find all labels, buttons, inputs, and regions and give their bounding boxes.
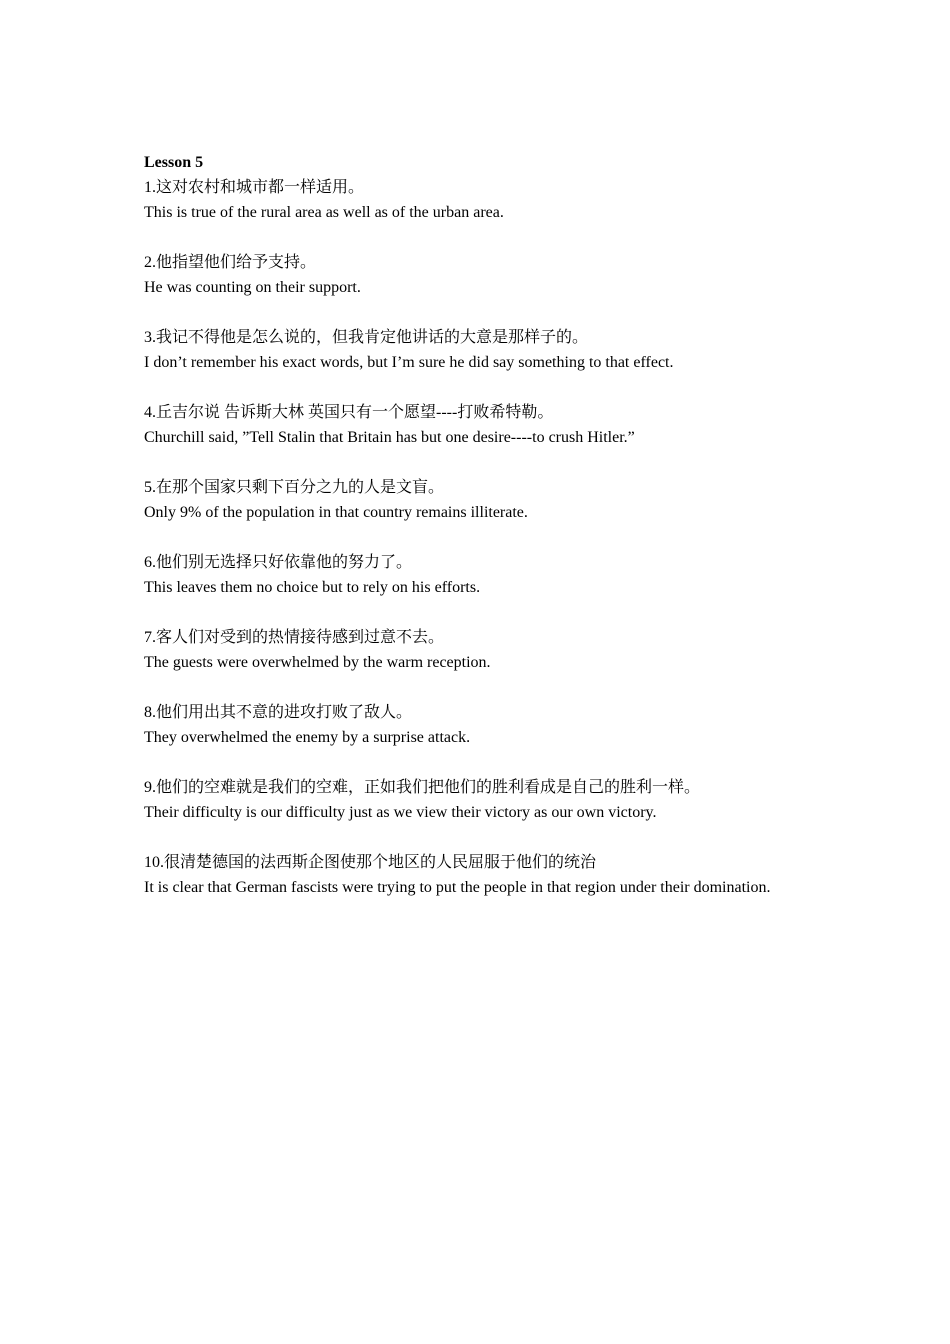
english-translation: He was counting on their support. xyxy=(144,279,361,296)
sentence-pair-2 xyxy=(144,250,844,300)
chinese-sentence: 7.客人们对受到的热情接待感到过意不去。 xyxy=(144,629,445,646)
document-body xyxy=(144,150,844,925)
english-translation: Their difficulty is our difficulty just as we view their victory as our own victory. xyxy=(144,804,657,821)
sentence-pair-6 xyxy=(144,550,844,600)
sentence-pair-8 xyxy=(144,700,844,750)
chinese-sentence: 9.他们的空难就是我们的空难，正如我们把他们的胜利看成是自己的胜利一样。 xyxy=(144,779,701,796)
english-translation: They overwhelmed the enemy by a surprise attack. xyxy=(144,729,471,746)
english-translation: It is clear that German fascists were trying to put the people in that region under their domination. xyxy=(144,879,771,896)
chinese-sentence: 3.我记不得他是怎么说的，但我肯定他讲话的大意是那样子的。 xyxy=(144,329,589,346)
lesson-title: Lesson 5 xyxy=(144,154,204,171)
english-translation: Only 9% of the population in that country remains illiterate. xyxy=(144,504,528,521)
sentence-pair-4 xyxy=(144,400,844,450)
english-translation: This is true of the rural area as well as of the urban area. xyxy=(144,204,504,221)
sentence-pair-1 xyxy=(144,175,844,225)
sentence-pair-3 xyxy=(144,325,844,375)
english-translation: The guests were overwhelmed by the warm reception. xyxy=(144,654,491,671)
chinese-sentence: 2.他指望他们给予支持。 xyxy=(144,254,317,271)
chinese-sentence: 1.这对农村和城市都一样适用。 xyxy=(144,179,365,196)
chinese-sentence: 6.他们别无选择只好依靠他的努力了。 xyxy=(144,554,413,571)
sentence-pair-5 xyxy=(144,475,844,525)
chinese-sentence: 4.丘吉尔说 告诉斯大林 英国只有一个愿望----打败希特勒。 xyxy=(144,404,554,421)
sentence-pair-9 xyxy=(144,775,844,825)
english-translation: Churchill said, ”Tell Stalin that Britain has but one desire----to crush Hitler.” xyxy=(144,429,635,446)
chinese-sentence: 8.他们用出其不意的进攻打败了敌人。 xyxy=(144,704,413,721)
english-translation: This leaves them no choice but to rely on his efforts. xyxy=(144,579,481,596)
sentence-pair-7 xyxy=(144,625,844,675)
chinese-sentence: 5.在那个国家只剩下百分之九的人是文盲。 xyxy=(144,479,445,496)
chinese-sentence: 10.很清楚德国的法西斯企图使那个地区的人民屈服于他们的统治 xyxy=(144,854,597,871)
english-translation: I don’t remember his exact words, but I’m sure he did say something to that effect. xyxy=(144,354,674,371)
sentence-pair-10 xyxy=(144,850,844,900)
